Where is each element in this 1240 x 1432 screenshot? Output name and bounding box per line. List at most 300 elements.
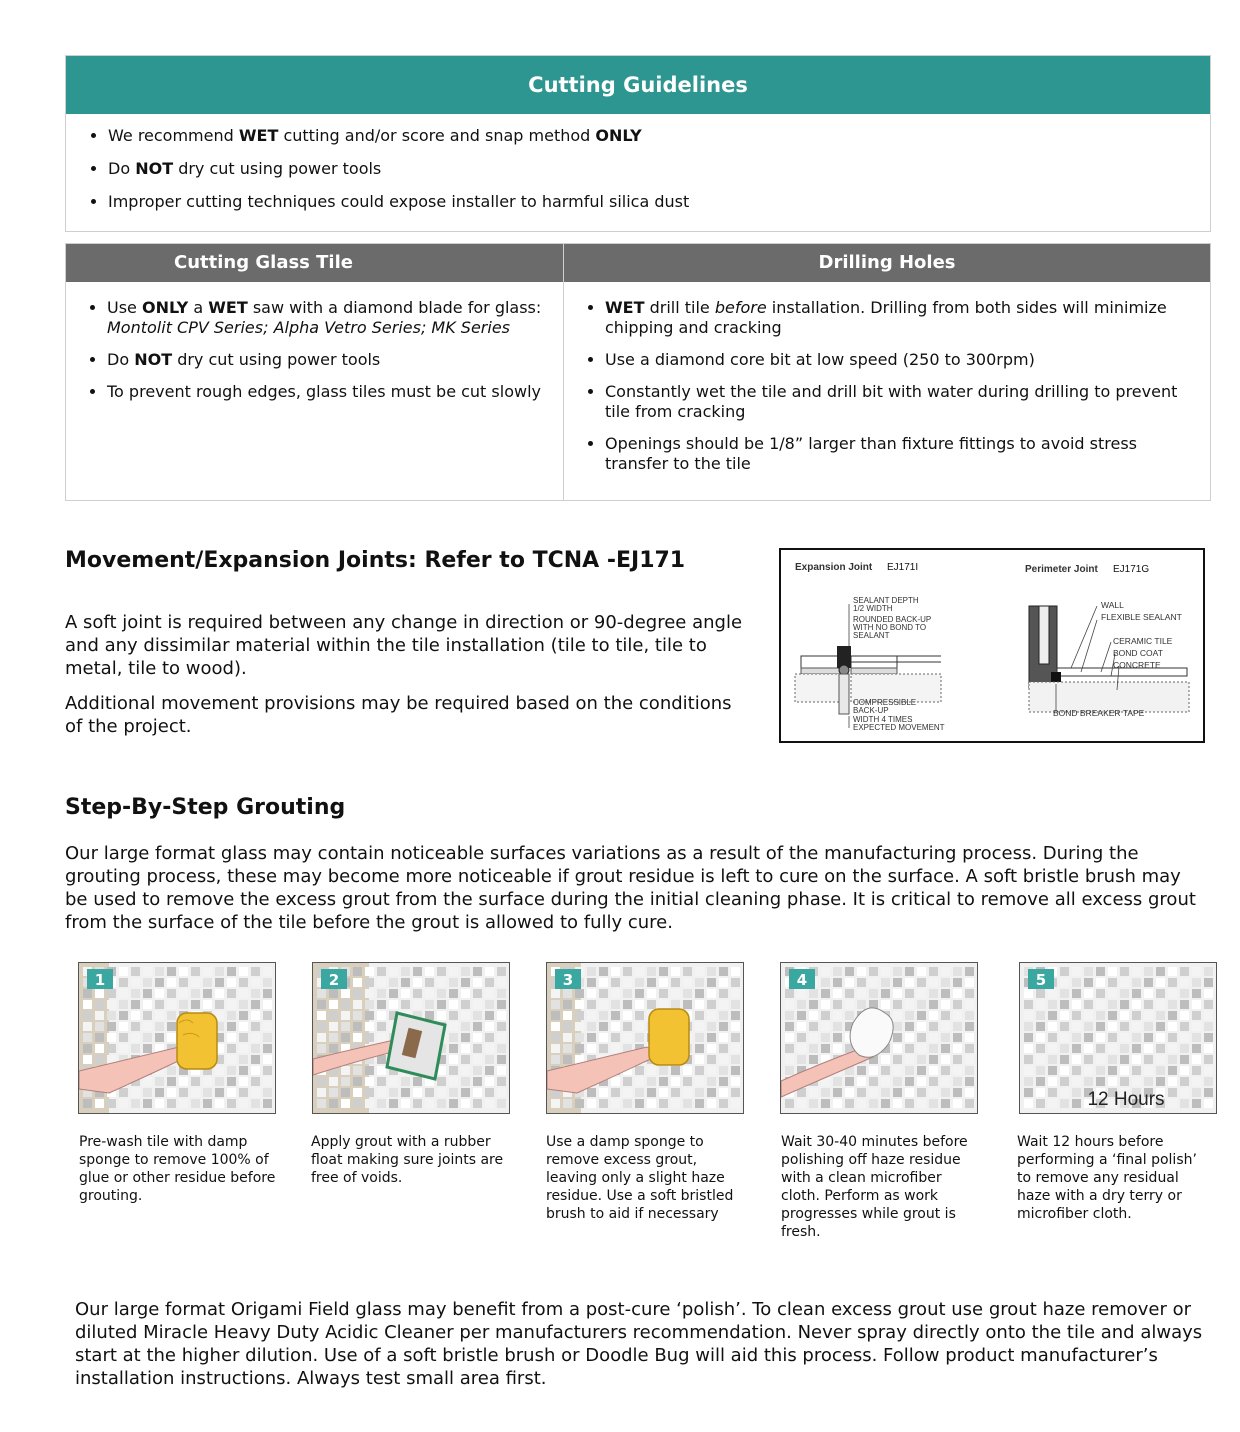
mosaic-tile bbox=[659, 1000, 668, 1009]
mosaic-tile bbox=[143, 1033, 152, 1042]
mosaic-tile bbox=[353, 1033, 362, 1042]
mosaic-tile bbox=[941, 1055, 950, 1064]
mosaic-tile bbox=[731, 1077, 740, 1086]
mosaic-tile bbox=[1168, 1077, 1177, 1086]
mosaic-tile bbox=[473, 1099, 482, 1108]
mosaic-tile bbox=[203, 1099, 212, 1108]
mosaic-tile bbox=[869, 967, 878, 976]
mosaic-tile bbox=[917, 978, 926, 987]
mosaic-tile bbox=[449, 1055, 458, 1064]
mosaic-tile bbox=[965, 1055, 974, 1064]
mosaic-tile bbox=[587, 1000, 596, 1009]
mosaic-tile bbox=[599, 1088, 608, 1097]
mosaic-tile bbox=[1060, 1055, 1069, 1064]
step-2-number: 2 bbox=[328, 971, 340, 989]
mosaic-tile bbox=[563, 1099, 572, 1108]
mosaic-tile bbox=[1048, 1066, 1057, 1075]
mosaic-tile bbox=[893, 1055, 902, 1064]
list-item bbox=[107, 350, 549, 370]
mosaic-tile bbox=[473, 1055, 482, 1064]
mosaic-tile bbox=[1144, 1022, 1153, 1031]
mosaic-tile bbox=[623, 1000, 632, 1009]
mosaic-tile bbox=[251, 1088, 260, 1097]
mosaic-tile bbox=[1072, 1088, 1081, 1097]
mosaic-tile bbox=[1048, 989, 1057, 998]
mosaic-tile bbox=[551, 1099, 560, 1108]
mosaic-tile bbox=[635, 1022, 644, 1031]
mosaic-tile bbox=[953, 967, 962, 976]
mosaic-tile bbox=[941, 1099, 950, 1108]
mosaic-tile bbox=[1192, 1066, 1201, 1075]
mosaic-tile bbox=[353, 967, 362, 976]
mosaic-tile bbox=[179, 1088, 188, 1097]
mosaic-tile bbox=[1060, 1044, 1069, 1053]
mosaic-tile bbox=[473, 989, 482, 998]
mosaic-tile bbox=[353, 1088, 362, 1097]
mosaic-tile bbox=[215, 1066, 224, 1075]
mosaic-tile bbox=[821, 1011, 830, 1020]
step-5-number: 5 bbox=[1035, 971, 1047, 989]
mosaic-tile bbox=[143, 1011, 152, 1020]
mosaic-tile bbox=[251, 1011, 260, 1020]
mosaic-tile bbox=[893, 1033, 902, 1042]
mosaic-tile bbox=[449, 1088, 458, 1097]
mosaic-tile bbox=[1060, 1022, 1069, 1031]
mosaic-tile bbox=[377, 978, 386, 987]
mosaic-tile bbox=[239, 1011, 248, 1020]
ej-label-5: SEALANT bbox=[853, 631, 890, 640]
mosaic-tile bbox=[119, 1099, 128, 1108]
mosaic-tile bbox=[83, 1055, 92, 1064]
mosaic-tile bbox=[227, 1099, 236, 1108]
mosaic-tile bbox=[167, 1022, 176, 1031]
mosaic-tile bbox=[731, 1066, 740, 1075]
mosaic-tile bbox=[881, 1099, 890, 1108]
mosaic-tile bbox=[263, 1077, 272, 1086]
mosaic-tile bbox=[1132, 1044, 1141, 1053]
mosaic-tile bbox=[365, 1088, 374, 1097]
mosaic-tile bbox=[1036, 1099, 1045, 1108]
mosaic-tile bbox=[929, 1011, 938, 1020]
mosaic-tile bbox=[1096, 1044, 1105, 1053]
mosaic-tile bbox=[647, 1066, 656, 1075]
mosaic-tile bbox=[341, 1066, 350, 1075]
mosaic-tile bbox=[155, 1000, 164, 1009]
mosaic-tile bbox=[785, 1022, 794, 1031]
mosaic-tile bbox=[719, 1099, 728, 1108]
mosaic-tile bbox=[1024, 1077, 1033, 1086]
mosaic-tile bbox=[167, 1077, 176, 1086]
mosaic-tile bbox=[461, 1011, 470, 1020]
mosaic-tile bbox=[239, 1022, 248, 1031]
mosaic-tile bbox=[881, 1088, 890, 1097]
mosaic-tile bbox=[1096, 1033, 1105, 1042]
mosaic-tile bbox=[929, 1044, 938, 1053]
mosaic-tile bbox=[377, 1099, 386, 1108]
movement-joints-heading: Movement/Expansion Joints: Refer to TCNA -EJ171 bbox=[65, 548, 686, 573]
mosaic-tile bbox=[905, 1088, 914, 1097]
mosaic-tile bbox=[659, 1077, 668, 1086]
mosaic-tile bbox=[647, 989, 656, 998]
mosaic-tile bbox=[785, 1011, 794, 1020]
mosaic-tile bbox=[1096, 1077, 1105, 1086]
mosaic-tile bbox=[473, 1088, 482, 1097]
mosaic-tile bbox=[1096, 1066, 1105, 1075]
grouting-closing: Our large format Origami Field glass may benefit from a post-cure ‘polish’. To clean excess grout use grout haze remover or diluted Miracle Heavy Duty Acidic Cleaner per manufacturers recommendation. Never spray directly onto the tile and always start at the higher dilution. Use of a soft bristle brush or Doodle Bug will aid this process. Follow product manufacturer’s installation instructions. Always test small area first. bbox=[75, 1299, 1203, 1389]
mosaic-tile bbox=[731, 1011, 740, 1020]
mosaic-tile bbox=[683, 989, 692, 998]
mosaic-tile bbox=[251, 1066, 260, 1075]
mosaic-tile bbox=[941, 1000, 950, 1009]
mosaic-tile bbox=[317, 1088, 326, 1097]
mosaic-tile bbox=[833, 1099, 842, 1108]
mosaic-tile bbox=[1180, 1066, 1189, 1075]
mosaic-tile bbox=[155, 1077, 164, 1086]
mosaic-tile bbox=[461, 1055, 470, 1064]
list-item-text: before bbox=[714, 298, 767, 317]
mosaic-tile bbox=[635, 1033, 644, 1042]
mosaic-tile bbox=[1108, 1011, 1117, 1020]
mosaic-tile bbox=[797, 1044, 806, 1053]
pj-label-1: WALL bbox=[1101, 600, 1124, 610]
mosaic-tile bbox=[1072, 1033, 1081, 1042]
mosaic-tile bbox=[1036, 1000, 1045, 1009]
mosaic-tile bbox=[575, 1033, 584, 1042]
mosaic-tile bbox=[881, 1077, 890, 1086]
mosaic-tile bbox=[845, 1000, 854, 1009]
mosaic-tile bbox=[821, 1000, 830, 1009]
mosaic-tile bbox=[227, 1066, 236, 1075]
mosaic-tile bbox=[377, 1022, 386, 1031]
mosaic-tile bbox=[1168, 1066, 1177, 1075]
mosaic-tile bbox=[1144, 1055, 1153, 1064]
mosaic-tile bbox=[1156, 1055, 1165, 1064]
mosaic-tile bbox=[131, 1000, 140, 1009]
mosaic-tile bbox=[461, 1077, 470, 1086]
mosaic-tile bbox=[857, 1099, 866, 1108]
mosaic-tile bbox=[1096, 967, 1105, 976]
mosaic-tile bbox=[107, 1033, 116, 1042]
mosaic-tile bbox=[239, 1088, 248, 1097]
mosaic-tile bbox=[1192, 1044, 1201, 1053]
mosaic-tile bbox=[1072, 1022, 1081, 1031]
mosaic-tile bbox=[143, 978, 152, 987]
mosaic-tile bbox=[239, 1055, 248, 1064]
mosaic-tile bbox=[1096, 989, 1105, 998]
mosaic-tile bbox=[317, 1022, 326, 1031]
mosaic-tile bbox=[497, 1011, 506, 1020]
mosaic-tile bbox=[623, 1077, 632, 1086]
mosaic-tile bbox=[953, 1044, 962, 1053]
mosaic-tile bbox=[599, 1011, 608, 1020]
mosaic-tile bbox=[1072, 1055, 1081, 1064]
list-item-text: Openings should be 1/8” larger than fixture fittings to avoid stress transfer to the tile bbox=[605, 434, 1138, 473]
mosaic-tile bbox=[623, 1099, 632, 1108]
mosaic-tile bbox=[695, 967, 704, 976]
mosaic-tile bbox=[1084, 1055, 1093, 1064]
mosaic-tile bbox=[695, 978, 704, 987]
pj-label-3: CERAMIC TILE bbox=[1113, 636, 1173, 646]
mosaic-tile bbox=[437, 967, 446, 976]
mosaic-tile bbox=[953, 1099, 962, 1108]
mosaic-tile bbox=[635, 1088, 644, 1097]
mosaic-tile bbox=[707, 1099, 716, 1108]
mosaic-tile bbox=[659, 1088, 668, 1097]
mosaic-tile bbox=[647, 1088, 656, 1097]
mosaic-tile bbox=[1024, 1033, 1033, 1042]
mosaic-tile bbox=[377, 1066, 386, 1075]
mosaic-tile bbox=[917, 989, 926, 998]
mosaic-tile bbox=[167, 1011, 176, 1020]
mosaic-tile bbox=[869, 1066, 878, 1075]
mosaic-tile bbox=[95, 1011, 104, 1020]
step-4-caption: Wait 30-40 minutes before polishing off haze residue with a clean microfiber cloth. Perform as work progresses while grout is fresh. bbox=[781, 1134, 968, 1240]
mosaic-tile bbox=[1024, 1055, 1033, 1064]
mosaic-tile bbox=[329, 1022, 338, 1031]
mosaic-tile bbox=[905, 967, 914, 976]
mosaic-tile bbox=[893, 1000, 902, 1009]
mosaic-tile bbox=[341, 1099, 350, 1108]
drilling-holes-column bbox=[564, 244, 1210, 500]
mosaic-tile bbox=[941, 1022, 950, 1031]
mosaic-tile bbox=[1132, 1022, 1141, 1031]
mosaic-tile bbox=[1120, 989, 1129, 998]
mosaic-tile bbox=[905, 978, 914, 987]
mosaic-tile bbox=[107, 989, 116, 998]
mosaic-tile bbox=[731, 989, 740, 998]
mosaic-tile bbox=[473, 1022, 482, 1031]
mosaic-tile bbox=[1192, 989, 1201, 998]
mosaic-tile bbox=[191, 978, 200, 987]
mosaic-tile bbox=[869, 978, 878, 987]
mosaic-tile bbox=[365, 1033, 374, 1042]
mosaic-tile bbox=[83, 989, 92, 998]
mosaic-tile bbox=[389, 1000, 398, 1009]
mosaic-tile bbox=[1204, 1022, 1213, 1031]
mosaic-tile bbox=[1144, 967, 1153, 976]
mosaic-tile bbox=[551, 1044, 560, 1053]
mosaic-tile bbox=[647, 1000, 656, 1009]
mosaic-tile bbox=[461, 967, 470, 976]
list-item-text: Montolit CPV Series; Alpha Vetro Series; MK Series bbox=[107, 318, 510, 337]
mosaic-tile bbox=[263, 1055, 272, 1064]
mosaic-tile bbox=[1108, 967, 1117, 976]
mosaic-tile bbox=[485, 1066, 494, 1075]
mosaic-tile bbox=[107, 1000, 116, 1009]
mosaic-tile bbox=[893, 1022, 902, 1031]
mosaic-tile bbox=[485, 1011, 494, 1020]
mosaic-tile bbox=[143, 1022, 152, 1031]
pj-label-4: BOND COAT bbox=[1113, 648, 1163, 658]
mosaic-tile bbox=[671, 989, 680, 998]
mosaic-tile bbox=[707, 1000, 716, 1009]
mosaic-tile bbox=[659, 1066, 668, 1075]
step-3-number: 3 bbox=[562, 971, 574, 989]
mosaic-tile bbox=[131, 1044, 140, 1053]
mosaic-tile bbox=[263, 978, 272, 987]
mosaic-tile bbox=[833, 1044, 842, 1053]
mosaic-tile bbox=[917, 1088, 926, 1097]
mosaic-tile bbox=[719, 1022, 728, 1031]
mosaic-tile bbox=[167, 967, 176, 976]
mosaic-tile bbox=[635, 967, 644, 976]
mosaic-tile bbox=[143, 1099, 152, 1108]
mosaic-tile bbox=[941, 967, 950, 976]
mosaic-tile bbox=[917, 1022, 926, 1031]
mosaic-tile bbox=[587, 967, 596, 976]
mosaic-tile bbox=[239, 1044, 248, 1053]
mosaic-tile bbox=[119, 989, 128, 998]
mosaic-tile bbox=[203, 1000, 212, 1009]
mosaic-tile bbox=[731, 1088, 740, 1097]
mosaic-tile bbox=[131, 1033, 140, 1042]
mosaic-tile bbox=[263, 1000, 272, 1009]
mosaic-tile bbox=[83, 1000, 92, 1009]
cutting-guidelines-title: Cutting Guidelines bbox=[66, 56, 1210, 114]
list-item bbox=[605, 382, 1196, 422]
mosaic-tile bbox=[893, 1099, 902, 1108]
mosaic-tile bbox=[449, 1044, 458, 1053]
ej-label-1: SEALANT DEPTH bbox=[853, 596, 919, 605]
mosaic-tile bbox=[857, 989, 866, 998]
mosaic-tile bbox=[461, 1022, 470, 1031]
mosaic-tile bbox=[611, 1099, 620, 1108]
mosaic-tile bbox=[425, 967, 434, 976]
mosaic-tile bbox=[905, 1044, 914, 1053]
mosaic-tile bbox=[1048, 1077, 1057, 1086]
mosaic-tile bbox=[1120, 1077, 1129, 1086]
mosaic-tile bbox=[953, 1011, 962, 1020]
mosaic-tile bbox=[425, 1088, 434, 1097]
mosaic-tile bbox=[131, 989, 140, 998]
mosaic-tile bbox=[131, 967, 140, 976]
mosaic-tile bbox=[833, 1022, 842, 1031]
list-item-text: NOT bbox=[135, 159, 174, 178]
ej-label-2: 1/2 WIDTH bbox=[853, 604, 893, 613]
mosaic-tile bbox=[587, 1099, 596, 1108]
mosaic-tile bbox=[1168, 989, 1177, 998]
mosaic-tile bbox=[473, 1077, 482, 1086]
mosaic-tile bbox=[1108, 1033, 1117, 1042]
mosaic-tile bbox=[377, 1088, 386, 1097]
mosaic-tile bbox=[365, 978, 374, 987]
mosaic-tile bbox=[353, 1022, 362, 1031]
mosaic-tile bbox=[719, 1077, 728, 1086]
mosaic-tile bbox=[671, 1099, 680, 1108]
mosaic-tile bbox=[227, 989, 236, 998]
mosaic-tile bbox=[731, 1033, 740, 1042]
mosaic-tile bbox=[1048, 1044, 1057, 1053]
drilling-holes-title: Drilling Holes bbox=[564, 244, 1210, 282]
mosaic-tile bbox=[215, 1000, 224, 1009]
list-item bbox=[107, 298, 549, 338]
mosaic-tile bbox=[167, 1000, 176, 1009]
mosaic-tile bbox=[953, 1077, 962, 1086]
mosaic-tile bbox=[341, 1011, 350, 1020]
mosaic-tile bbox=[1108, 1055, 1117, 1064]
mosaic-tile bbox=[1156, 989, 1165, 998]
mosaic-tile bbox=[1168, 1033, 1177, 1042]
mosaic-tile bbox=[461, 1000, 470, 1009]
mosaic-tile bbox=[953, 1033, 962, 1042]
mosaic-tile bbox=[107, 1022, 116, 1031]
mosaic-tile bbox=[83, 1044, 92, 1053]
mosaic-tile bbox=[239, 989, 248, 998]
mosaic-tile bbox=[1060, 1077, 1069, 1086]
mosaic-tile bbox=[239, 1033, 248, 1042]
mosaic-tile bbox=[917, 1066, 926, 1075]
mosaic-tile bbox=[485, 1022, 494, 1031]
mosaic-tile bbox=[551, 1055, 560, 1064]
mosaic-tile bbox=[563, 1044, 572, 1053]
mosaic-tile bbox=[785, 1055, 794, 1064]
mosaic-tile bbox=[1096, 1011, 1105, 1020]
mosaic-tile bbox=[179, 967, 188, 976]
mosaic-tile bbox=[227, 978, 236, 987]
mosaic-tile bbox=[1132, 1066, 1141, 1075]
mosaic-tile bbox=[1060, 989, 1069, 998]
mosaic-tile bbox=[929, 1033, 938, 1042]
mosaic-tile bbox=[1048, 1099, 1057, 1108]
mosaic-tile bbox=[365, 1066, 374, 1075]
mosaic-tile bbox=[251, 1044, 260, 1053]
mosaic-tile bbox=[1132, 1055, 1141, 1064]
mosaic-tile bbox=[1120, 1066, 1129, 1075]
mosaic-tile bbox=[473, 1033, 482, 1042]
mosaic-tile bbox=[119, 1022, 128, 1031]
mosaic-tile bbox=[95, 1033, 104, 1042]
mosaic-tile bbox=[599, 1022, 608, 1031]
mosaic-tile bbox=[155, 1088, 164, 1097]
mosaic-tile bbox=[263, 1011, 272, 1020]
mosaic-tile bbox=[143, 1077, 152, 1086]
mosaic-tile bbox=[719, 967, 728, 976]
mosaic-tile bbox=[719, 1011, 728, 1020]
mosaic-tile bbox=[905, 1099, 914, 1108]
mosaic-tile bbox=[785, 1044, 794, 1053]
mosaic-tile bbox=[953, 1066, 962, 1075]
mosaic-tile bbox=[1060, 1088, 1069, 1097]
mosaic-tile bbox=[413, 989, 422, 998]
mosaic-tile bbox=[461, 1099, 470, 1108]
mosaic-tile bbox=[551, 989, 560, 998]
mosaic-tile bbox=[731, 1055, 740, 1064]
mosaic-tile bbox=[719, 1088, 728, 1097]
mosaic-tile bbox=[1072, 1000, 1081, 1009]
mosaic-tile bbox=[893, 1011, 902, 1020]
mosaic-tile bbox=[239, 978, 248, 987]
mosaic-tile bbox=[155, 967, 164, 976]
mosaic-tile bbox=[473, 978, 482, 987]
mosaic-tile bbox=[389, 1099, 398, 1108]
mosaic-tile bbox=[1072, 1044, 1081, 1053]
list-item bbox=[107, 382, 549, 402]
mosaic-tile bbox=[929, 1088, 938, 1097]
mosaic-tile bbox=[95, 989, 104, 998]
mosaic-tile bbox=[941, 978, 950, 987]
mosaic-tile bbox=[575, 989, 584, 998]
mosaic-tile bbox=[1036, 1011, 1045, 1020]
mosaic-tile bbox=[845, 1099, 854, 1108]
mosaic-tile bbox=[707, 967, 716, 976]
mosaic-tile bbox=[833, 978, 842, 987]
mosaic-tile bbox=[413, 967, 422, 976]
mosaic-tile bbox=[1180, 1022, 1189, 1031]
mosaic-tile bbox=[671, 967, 680, 976]
mosaic-tile bbox=[203, 978, 212, 987]
mosaic-tile bbox=[251, 1000, 260, 1009]
mosaic-tile bbox=[179, 1000, 188, 1009]
